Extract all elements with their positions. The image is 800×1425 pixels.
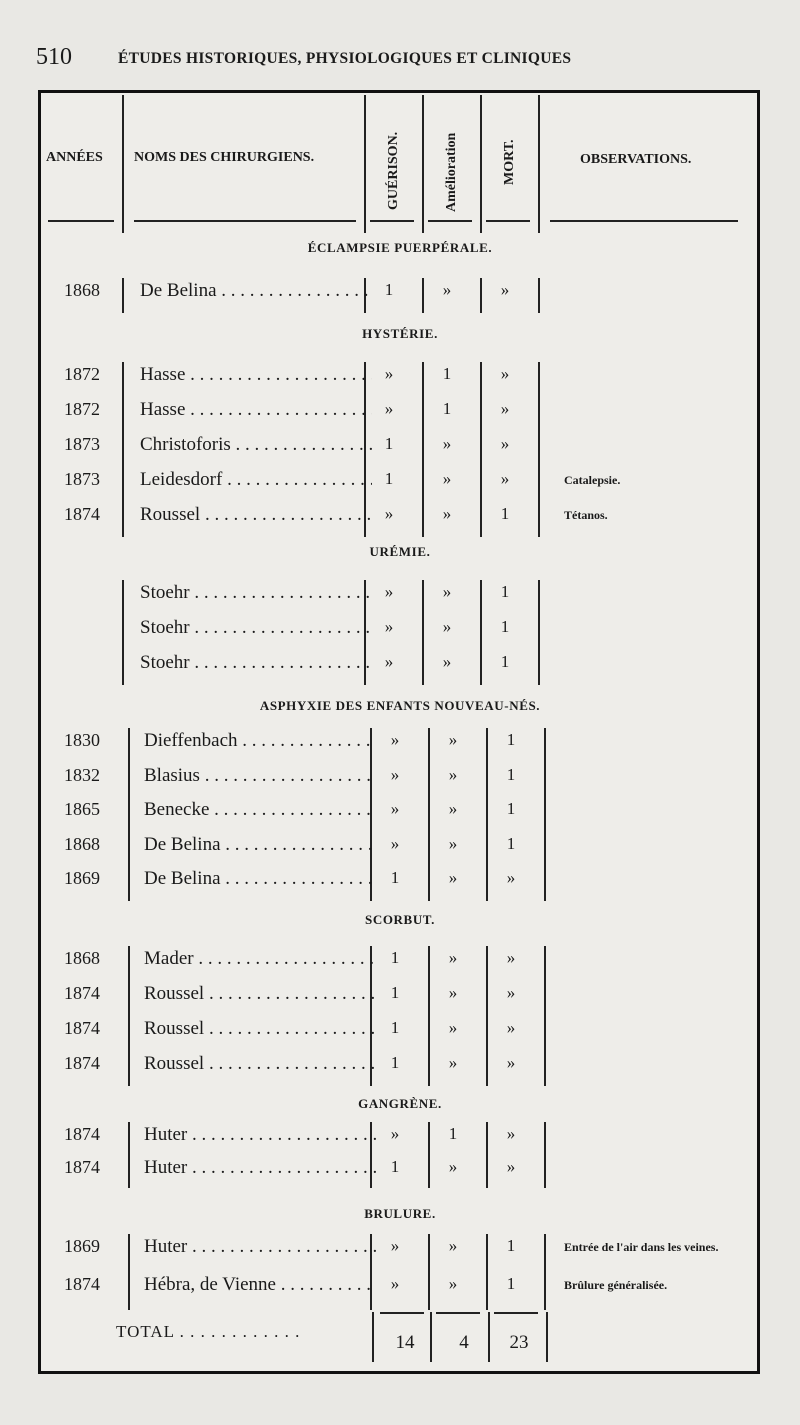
header-underline: [370, 220, 414, 222]
total-bar: [372, 1312, 374, 1362]
surgeon-name: Roussel . . .: [144, 983, 376, 1005]
mort-cell: 1: [506, 1274, 516, 1293]
table-row: [40, 364, 760, 394]
header-rule: [480, 95, 482, 233]
mort-cell: 1: [500, 582, 510, 601]
year-cell: 1865: [64, 799, 100, 819]
surgeon-name: De Belina . . .: [144, 834, 376, 856]
year-cell: 1869: [64, 868, 100, 888]
table-row: [40, 582, 760, 612]
year-cell: 1873: [64, 469, 100, 489]
guerison-cell: 1: [384, 469, 394, 488]
amelioration-cell: »: [442, 504, 452, 523]
year-cell: 1874: [64, 1018, 100, 1038]
surgeon-name: Christoforis . . .: [140, 434, 372, 456]
table-row: [40, 399, 760, 429]
amelioration-cell: »: [442, 280, 452, 299]
header-rule: [364, 95, 366, 233]
mort-cell: »: [506, 1124, 516, 1143]
header-underline: [48, 220, 114, 222]
guerison-cell: »: [390, 730, 400, 749]
table-row: [40, 948, 760, 978]
guerison-cell: »: [390, 1124, 400, 1143]
total-guerison: 14: [395, 1332, 415, 1353]
surgeon-name: Huter . . .: [144, 1236, 376, 1258]
mort-cell: »: [506, 1053, 516, 1072]
section-title: ÉCLAMPSIE PUERPÉRALE.: [307, 240, 493, 255]
table-row: [40, 1018, 760, 1048]
amelioration-cell: »: [442, 469, 452, 488]
table-row: [40, 280, 760, 310]
total-rule: [436, 1312, 480, 1314]
guerison-cell: »: [384, 504, 394, 523]
total-label-text: TOTAL: [116, 1322, 175, 1341]
amelioration-cell: »: [448, 1018, 458, 1037]
guerison-cell: »: [384, 364, 394, 383]
guerison-cell: 1: [390, 1018, 400, 1037]
surgeon-name: Hasse . . .: [140, 399, 372, 421]
observation-cell: Catalepsie.: [564, 473, 621, 487]
surgeon-name: Hébra, de Vienne . . .: [144, 1274, 376, 1296]
year-cell: 1874: [64, 1124, 100, 1144]
guerison-cell: 1: [390, 1053, 400, 1072]
header-guerison: GUÉRISON.: [386, 131, 401, 210]
mort-cell: »: [506, 983, 516, 1002]
surgeon-name: De Belina . . .: [140, 280, 372, 302]
amelioration-cell: »: [448, 983, 458, 1002]
surgeon-name: Benecke . . .: [144, 799, 376, 821]
mort-cell: »: [500, 280, 510, 299]
header-amelioration: Amélioration: [444, 132, 459, 212]
year-cell: 1874: [64, 1157, 100, 1177]
table-row: [40, 983, 760, 1013]
total-mort: 23: [509, 1332, 529, 1353]
table-row: [40, 1236, 760, 1266]
amelioration-cell: »: [442, 617, 452, 636]
amelioration-cell: »: [448, 1274, 458, 1293]
surgeon-name: De Belina . . .: [144, 868, 376, 890]
running-head: ÉTUDES HISTORIQUES, PHYSIOLOGIQUES ET CLINIQUES: [118, 50, 572, 67]
section-title: SCORBUT.: [365, 912, 435, 927]
year-cell: 1868: [64, 948, 100, 968]
page-number: 510: [36, 44, 72, 70]
mort-cell: 1: [506, 799, 516, 818]
mort-cell: »: [500, 434, 510, 453]
total-label: TOTAL . . . . . . . . . . . .: [116, 1322, 301, 1341]
surgeon-name: Stoehr . . .: [140, 652, 372, 674]
surgeon-name: Mader . . .: [144, 948, 376, 970]
guerison-cell: 1: [384, 434, 394, 453]
amelioration-cell: 1: [448, 1124, 458, 1143]
amelioration-cell: »: [448, 833, 458, 853]
surgeon-name: Huter . . .: [144, 1124, 376, 1146]
amelioration-cell: »: [448, 948, 458, 967]
guerison-cell: 1: [384, 280, 394, 299]
guerison-cell: »: [384, 582, 394, 601]
guerison-cell: »: [390, 799, 400, 818]
observation-cell: Entrée de l'air dans les veines.: [564, 1240, 719, 1254]
table-row: [40, 799, 760, 829]
surgeon-name: Dieffenbach . . .: [144, 730, 376, 752]
amelioration-cell: »: [448, 868, 458, 887]
year-cell: 1868: [64, 833, 100, 854]
mort-cell: »: [500, 399, 510, 418]
amelioration-cell: »: [442, 582, 452, 601]
mort-cell: »: [506, 868, 516, 887]
table-row: [40, 765, 760, 795]
header-mort: MORT.: [502, 139, 517, 185]
table-row: [40, 868, 760, 898]
mort-cell: 1: [506, 764, 516, 784]
mort-cell: »: [500, 469, 510, 488]
year-cell: 1832: [64, 764, 100, 785]
section-title: BRULURE.: [364, 1206, 436, 1221]
guerison-cell: 1: [390, 868, 400, 887]
guerison-cell: »: [384, 652, 394, 671]
header-observations: OBSERVATIONS.: [580, 152, 692, 167]
table-row: [40, 617, 760, 647]
guerison-cell: 1: [390, 948, 400, 967]
total-bar: [488, 1312, 490, 1362]
year-cell: 1872: [64, 364, 100, 384]
total-rule: [380, 1312, 424, 1314]
section-title: URÉMIE.: [369, 544, 431, 559]
mort-cell: 1: [500, 617, 510, 636]
page-header: [36, 44, 756, 72]
section-title: GANGRÈNE.: [358, 1096, 442, 1111]
observation-cell: Brûlure généralisée.: [564, 1278, 668, 1292]
mort-cell: »: [506, 1157, 516, 1176]
table-row: [40, 504, 760, 534]
table-row: [40, 1274, 760, 1304]
header-noms: NOMS DES CHIRURGIENS.: [134, 150, 315, 165]
surgeon-name: Stoehr . . .: [140, 582, 372, 604]
header-rule: [422, 95, 424, 233]
surgeon-name: Hasse . . .: [140, 364, 372, 386]
header-underline: [486, 220, 530, 222]
header-underline: [134, 220, 356, 222]
table-row: [40, 434, 760, 464]
guerison-cell: 1: [390, 983, 400, 1002]
amelioration-cell: »: [442, 434, 452, 453]
year-cell: 1874: [64, 504, 100, 524]
surgeon-name: Huter . . .: [144, 1157, 376, 1179]
amelioration-cell: 1: [442, 364, 452, 383]
amelioration-cell: »: [448, 764, 458, 784]
observation-cell: Tétanos.: [564, 508, 608, 522]
year-cell: 1874: [64, 1053, 100, 1073]
year-cell: 1830: [64, 730, 100, 750]
amelioration-cell: 1: [442, 399, 452, 418]
guerison-cell: »: [390, 1236, 400, 1255]
guerison-cell: »: [390, 833, 400, 853]
section-title: HYSTÉRIE.: [362, 326, 438, 341]
mort-cell: »: [506, 948, 516, 967]
table-row: [40, 730, 760, 760]
mort-cell: 1: [506, 833, 516, 853]
amelioration-cell: »: [442, 652, 452, 671]
year-cell: 1873: [64, 434, 100, 454]
guerison-cell: »: [390, 1274, 400, 1293]
section-title: ASPHYXIE DES ENFANTS NOUVEAU-NÉS.: [259, 698, 541, 713]
year-cell: 1869: [64, 1236, 100, 1256]
amelioration-cell: »: [448, 1053, 458, 1072]
surgeon-name: Roussel . . .: [140, 504, 372, 526]
header-underline: [428, 220, 472, 222]
year-cell: 1874: [64, 1274, 100, 1294]
amelioration-cell: »: [448, 730, 458, 749]
total-amelioration: 4: [459, 1332, 469, 1353]
surgeon-name: Blasius . . .: [144, 765, 376, 787]
mort-cell: 1: [506, 730, 516, 749]
year-cell: 1868: [64, 280, 100, 300]
guerison-cell: 1: [390, 1157, 400, 1176]
guerison-cell: »: [384, 617, 394, 636]
header-rule: [538, 95, 540, 233]
year-cell: 1872: [64, 399, 100, 419]
amelioration-cell: »: [448, 1236, 458, 1255]
mort-cell: »: [506, 1018, 516, 1037]
table-row: [40, 1157, 760, 1187]
amelioration-cell: »: [448, 1157, 458, 1176]
surgeon-name: Leidesdorf . . .: [140, 469, 372, 491]
surgeon-name: Stoehr . . .: [140, 617, 372, 639]
table-row: [40, 652, 760, 682]
mort-cell: 1: [500, 504, 510, 523]
total-bar: [546, 1312, 548, 1362]
table-row: [40, 1124, 760, 1154]
header-rule: [122, 95, 124, 233]
amelioration-cell: »: [448, 799, 458, 818]
total-rule: [494, 1312, 538, 1314]
guerison-cell: »: [384, 399, 394, 418]
mort-cell: »: [500, 364, 510, 383]
table-row: [40, 469, 760, 499]
header-annees: ANNÉES: [46, 150, 103, 165]
mort-cell: 1: [500, 652, 510, 671]
total-bar: [430, 1312, 432, 1362]
year-cell: 1874: [64, 983, 100, 1003]
guerison-cell: »: [390, 764, 400, 784]
table-row: [40, 1053, 760, 1083]
mort-cell: 1: [506, 1236, 516, 1255]
surgeon-name: Roussel . . .: [144, 1018, 376, 1040]
surgeon-name: Roussel . . .: [144, 1053, 376, 1075]
header-underline: [550, 220, 738, 222]
table-row: [40, 834, 760, 864]
